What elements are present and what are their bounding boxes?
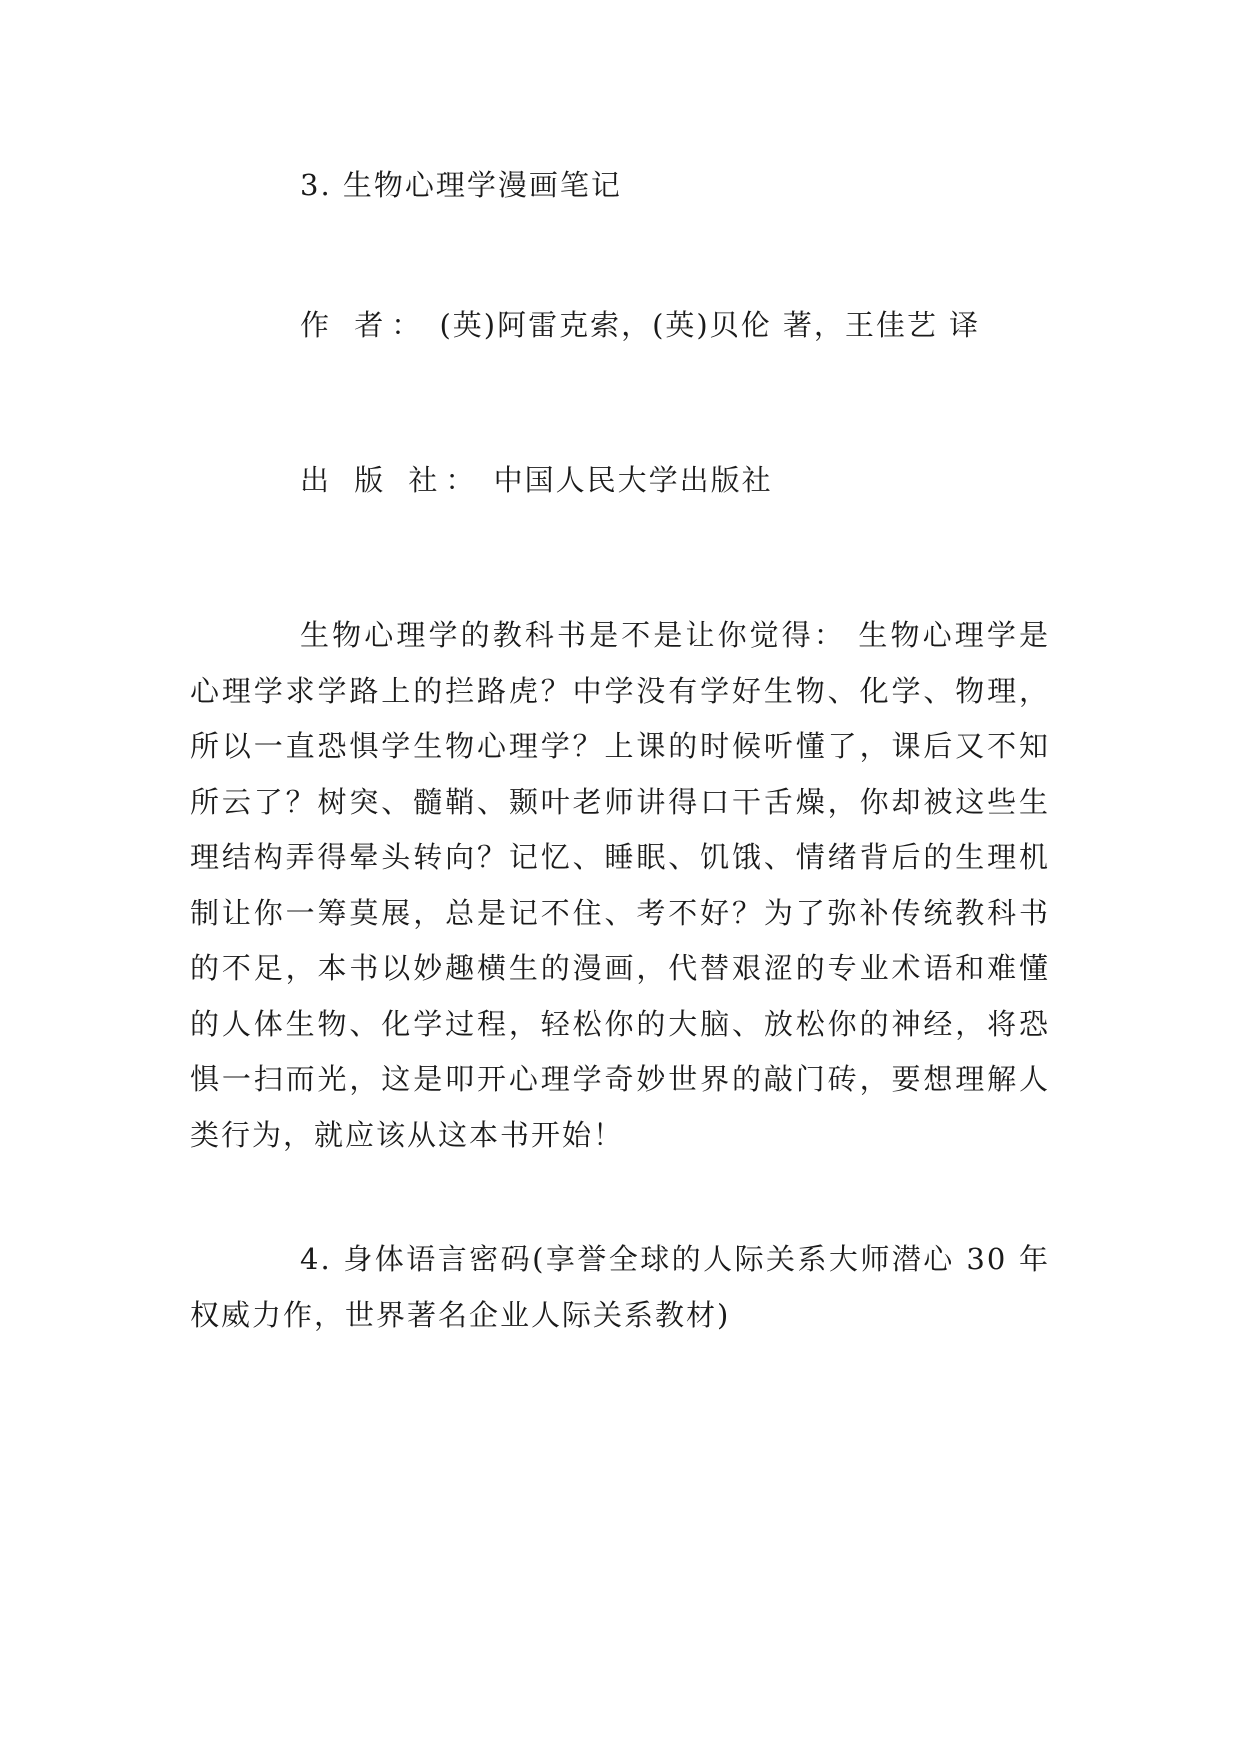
book-3-author-line xyxy=(300,305,980,345)
book-3-description: 生物心理学的教科书是不是让你觉得： 生物心理学是心理学求学路上的拦路虎？中学没有学好生物、化学、物理，所以一直恐惧学生物心理学？上课的时候听懂了，课后又不知所云了？树突、髓鞘、颞叶老师讲得口干舌燥，你却被这些生理结构弄得晕头转向？记忆、睡眠、饥饿、情绪背后的生理机制让你一筹莫展，总是记不住、考不好？为了弥补传统教科书的不足，本书以妙趣横生的漫画，代替艰涩的专业术语和难懂的人体生物、化学过程，轻松你的大脑、放松你的神经，将恐惧一扫而光，这是叩开心理学奇妙世界的敲门砖，要想理解人类行为，就应该从这本书开始！ xyxy=(190,618,1050,1152)
publisher-label: 出 版 社： xyxy=(300,463,483,497)
book-3-heading: 3. 生物心理学漫画笔记 xyxy=(300,168,622,202)
book-4-heading: 4. 身体语言密码(享誉全球的人际关系大师潜心 30 年权威力作，世界著名企业人际关系教材) xyxy=(190,1242,1050,1332)
book-3-publisher-line xyxy=(300,460,773,500)
publisher-value: 中国人民大学出版社 xyxy=(493,463,773,497)
author-value: (英)阿雷克索，(英)贝伦 著，王佳艺 译 xyxy=(439,308,981,342)
author-label: 作 者： xyxy=(300,308,429,342)
